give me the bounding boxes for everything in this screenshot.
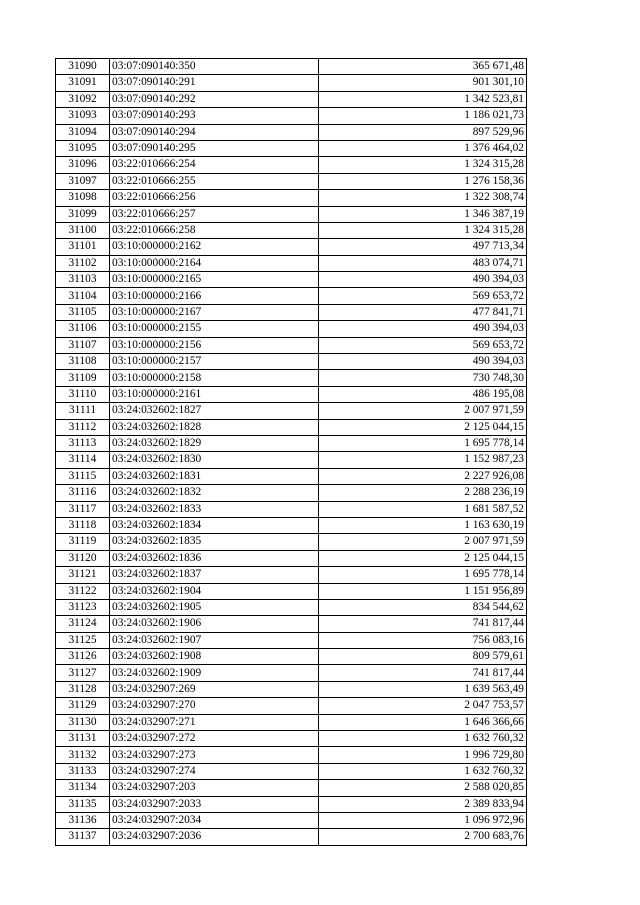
table-body: [56, 59, 527, 846]
cadastral-number-cell: 03:24:032602:1827: [110, 403, 319, 419]
cadastral-number-cell: 03:24:032907:2034: [110, 812, 319, 828]
table-row: [56, 140, 527, 156]
value-cell: 1 186 021,73: [319, 108, 527, 124]
row-number-cell: 31118: [56, 517, 110, 533]
cadastral-number-cell: 03:24:032907:274: [110, 763, 319, 779]
cadastral-number-cell: 03:24:032602:1833: [110, 501, 319, 517]
value-cell: 1 324 315,28: [319, 157, 527, 173]
value-cell: 2 227 926,08: [319, 468, 527, 484]
table-row: [56, 517, 527, 533]
value-cell: 1 681 587,52: [319, 501, 527, 517]
value-cell: 1 695 778,14: [319, 435, 527, 451]
row-number-cell: 31121: [56, 567, 110, 583]
cadastral-number-cell: 03:24:032602:1829: [110, 435, 319, 451]
table-row: [56, 747, 527, 763]
value-cell: 1 322 308,74: [319, 190, 527, 206]
row-number-cell: 31130: [56, 714, 110, 730]
row-number-cell: 31090: [56, 59, 110, 75]
row-number-cell: 31105: [56, 304, 110, 320]
value-cell: 901 301,10: [319, 75, 527, 91]
value-cell: 365 671,48: [319, 59, 527, 75]
value-cell: 1 151 956,89: [319, 583, 527, 599]
value-cell: 497 713,34: [319, 239, 527, 255]
value-cell: 2 125 044,15: [319, 550, 527, 566]
cadastral-number-cell: 03:22:010666:256: [110, 190, 319, 206]
cadastral-number-cell: 03:24:032907:2036: [110, 829, 319, 845]
table-row: [56, 435, 527, 451]
value-cell: 490 394,03: [319, 272, 527, 288]
table-row: [56, 222, 527, 238]
value-cell: 2 007 971,59: [319, 534, 527, 550]
table-row: [56, 665, 527, 681]
table-row: [56, 599, 527, 615]
row-number-cell: 31127: [56, 665, 110, 681]
row-number-cell: 31136: [56, 812, 110, 828]
value-cell: 1 996 729,80: [319, 747, 527, 763]
row-number-cell: 31135: [56, 796, 110, 812]
cadastral-number-cell: 03:24:032602:1832: [110, 485, 319, 501]
row-number-cell: 31124: [56, 616, 110, 632]
table-row: [56, 304, 527, 320]
value-cell: 1 639 563,49: [319, 681, 527, 697]
cadastral-number-cell: 03:10:000000:2166: [110, 288, 319, 304]
value-cell: 2 288 236,19: [319, 485, 527, 501]
table-row: [56, 75, 527, 91]
row-number-cell: 31131: [56, 731, 110, 747]
table-row: [56, 239, 527, 255]
cadastral-number-cell: 03:10:000000:2167: [110, 304, 319, 320]
row-number-cell: 31114: [56, 452, 110, 468]
value-cell: 2 700 683,76: [319, 829, 527, 845]
table-row: [56, 190, 527, 206]
table-row: [56, 796, 527, 812]
row-number-cell: 31123: [56, 599, 110, 615]
row-number-cell: 31120: [56, 550, 110, 566]
cadastral-number-cell: 03:07:090140:293: [110, 108, 319, 124]
table-row: [56, 681, 527, 697]
row-number-cell: 31117: [56, 501, 110, 517]
value-cell: 2 047 753,57: [319, 698, 527, 714]
cadastral-number-cell: 03:10:000000:2165: [110, 272, 319, 288]
table-row: [56, 157, 527, 173]
cadastral-number-cell: 03:10:000000:2162: [110, 239, 319, 255]
cadastral-number-cell: 03:10:000000:2156: [110, 337, 319, 353]
value-cell: 569 653,72: [319, 337, 527, 353]
value-cell: 2 389 833,94: [319, 796, 527, 812]
row-number-cell: 31103: [56, 272, 110, 288]
value-cell: 1 632 760,32: [319, 731, 527, 747]
cadastral-number-cell: 03:24:032602:1831: [110, 468, 319, 484]
value-cell: 741 817,44: [319, 616, 527, 632]
table-row: [56, 731, 527, 747]
cadastral-number-cell: 03:24:032602:1907: [110, 632, 319, 648]
row-number-cell: 31122: [56, 583, 110, 599]
table-row: [56, 403, 527, 419]
cadastral-number-cell: 03:10:000000:2164: [110, 255, 319, 271]
value-cell: 897 529,96: [319, 124, 527, 140]
table-row: [56, 698, 527, 714]
value-cell: 490 394,03: [319, 321, 527, 337]
cadastral-value-table: [55, 58, 527, 846]
cadastral-number-cell: 03:24:032602:1834: [110, 517, 319, 533]
value-cell: 2 125 044,15: [319, 419, 527, 435]
cadastral-number-cell: 03:07:090140:295: [110, 140, 319, 156]
row-number-cell: 31111: [56, 403, 110, 419]
row-number-cell: 31137: [56, 829, 110, 845]
value-cell: 2 588 020,85: [319, 780, 527, 796]
cadastral-number-cell: 03:24:032907:271: [110, 714, 319, 730]
row-number-cell: 31098: [56, 190, 110, 206]
row-number-cell: 31112: [56, 419, 110, 435]
value-cell: 1 152 987,23: [319, 452, 527, 468]
row-number-cell: 31110: [56, 386, 110, 402]
value-cell: 756 083,16: [319, 632, 527, 648]
value-cell: 1 646 366,66: [319, 714, 527, 730]
value-cell: 1 324 315,28: [319, 222, 527, 238]
cadastral-number-cell: 03:10:000000:2158: [110, 370, 319, 386]
cadastral-number-cell: 03:24:032602:1909: [110, 665, 319, 681]
cadastral-number-cell: 03:10:000000:2155: [110, 321, 319, 337]
value-cell: 483 074,71: [319, 255, 527, 271]
table-row: [56, 812, 527, 828]
row-number-cell: 31116: [56, 485, 110, 501]
cadastral-number-cell: 03:24:032907:203: [110, 780, 319, 796]
table-row: [56, 829, 527, 845]
row-number-cell: 31104: [56, 288, 110, 304]
table-row: [56, 354, 527, 370]
table-row: [56, 567, 527, 583]
cadastral-number-cell: 03:24:032602:1837: [110, 567, 319, 583]
cadastral-number-cell: 03:22:010666:254: [110, 157, 319, 173]
row-number-cell: 31126: [56, 649, 110, 665]
cadastral-number-cell: 03:24:032602:1835: [110, 534, 319, 550]
value-cell: 1 342 523,81: [319, 91, 527, 107]
cadastral-number-cell: 03:24:032602:1830: [110, 452, 319, 468]
table-row: [56, 206, 527, 222]
row-number-cell: 31128: [56, 681, 110, 697]
table-row: [56, 108, 527, 124]
value-cell: 1 096 972,96: [319, 812, 527, 828]
cadastral-number-cell: 03:10:000000:2157: [110, 354, 319, 370]
cadastral-number-cell: 03:24:032907:270: [110, 698, 319, 714]
table-row: [56, 59, 527, 75]
table-row: [56, 780, 527, 796]
value-cell: 1 163 630,19: [319, 517, 527, 533]
table-row: [56, 288, 527, 304]
table-row: [56, 714, 527, 730]
value-cell: 1 276 158,36: [319, 173, 527, 189]
row-number-cell: 31106: [56, 321, 110, 337]
row-number-cell: 31094: [56, 124, 110, 140]
row-number-cell: 31113: [56, 435, 110, 451]
table-row: [56, 255, 527, 271]
row-number-cell: 31096: [56, 157, 110, 173]
row-number-cell: 31095: [56, 140, 110, 156]
table-row: [56, 124, 527, 140]
row-number-cell: 31092: [56, 91, 110, 107]
cadastral-number-cell: 03:07:090140:350: [110, 59, 319, 75]
row-number-cell: 31109: [56, 370, 110, 386]
row-number-cell: 31107: [56, 337, 110, 353]
table-row: [56, 272, 527, 288]
value-cell: 834 544,62: [319, 599, 527, 615]
table-row: [56, 534, 527, 550]
value-cell: 2 007 971,59: [319, 403, 527, 419]
table-row: [56, 386, 527, 402]
table-row: [56, 649, 527, 665]
table-row: [56, 468, 527, 484]
cadastral-number-cell: 03:24:032907:269: [110, 681, 319, 697]
table-row: [56, 485, 527, 501]
row-number-cell: 31097: [56, 173, 110, 189]
row-number-cell: 31132: [56, 747, 110, 763]
table-row: [56, 173, 527, 189]
table-row: [56, 583, 527, 599]
value-cell: 1 695 778,14: [319, 567, 527, 583]
table-row: [56, 763, 527, 779]
row-number-cell: 31125: [56, 632, 110, 648]
table-row: [56, 616, 527, 632]
table-row: [56, 501, 527, 517]
value-cell: 1 632 760,32: [319, 763, 527, 779]
row-number-cell: 31091: [56, 75, 110, 91]
row-number-cell: 31101: [56, 239, 110, 255]
cadastral-number-cell: 03:07:090140:294: [110, 124, 319, 140]
cadastral-number-cell: 03:22:010666:257: [110, 206, 319, 222]
row-number-cell: 31129: [56, 698, 110, 714]
table-row: [56, 370, 527, 386]
cadastral-number-cell: 03:24:032602:1908: [110, 649, 319, 665]
value-cell: 1 376 464,02: [319, 140, 527, 156]
cadastral-number-cell: 03:07:090140:291: [110, 75, 319, 91]
row-number-cell: 31102: [56, 255, 110, 271]
row-number-cell: 31119: [56, 534, 110, 550]
cadastral-number-cell: 03:24:032602:1905: [110, 599, 319, 615]
value-cell: 730 748,30: [319, 370, 527, 386]
value-cell: 477 841,71: [319, 304, 527, 320]
cadastral-number-cell: 03:24:032602:1904: [110, 583, 319, 599]
cadastral-number-cell: 03:24:032602:1828: [110, 419, 319, 435]
cadastral-number-cell: 03:22:010666:258: [110, 222, 319, 238]
row-number-cell: 31099: [56, 206, 110, 222]
cadastral-number-cell: 03:24:032907:273: [110, 747, 319, 763]
table-row: [56, 337, 527, 353]
row-number-cell: 31100: [56, 222, 110, 238]
cadastral-number-cell: 03:07:090140:292: [110, 91, 319, 107]
table-row: [56, 452, 527, 468]
cadastral-number-cell: 03:24:032907:272: [110, 731, 319, 747]
value-cell: 486 195,08: [319, 386, 527, 402]
row-number-cell: 31108: [56, 354, 110, 370]
value-cell: 1 346 387,19: [319, 206, 527, 222]
row-number-cell: 31115: [56, 468, 110, 484]
table-row: [56, 550, 527, 566]
table-row: [56, 632, 527, 648]
value-cell: 490 394,03: [319, 354, 527, 370]
value-cell: 741 817,44: [319, 665, 527, 681]
value-cell: 569 653,72: [319, 288, 527, 304]
table-row: [56, 321, 527, 337]
table-row: [56, 91, 527, 107]
cadastral-number-cell: 03:10:000000:2161: [110, 386, 319, 402]
table-row: [56, 419, 527, 435]
cadastral-number-cell: 03:24:032602:1906: [110, 616, 319, 632]
cadastral-number-cell: 03:24:032602:1836: [110, 550, 319, 566]
row-number-cell: 31133: [56, 763, 110, 779]
cadastral-number-cell: 03:22:010666:255: [110, 173, 319, 189]
row-number-cell: 31134: [56, 780, 110, 796]
row-number-cell: 31093: [56, 108, 110, 124]
cadastral-number-cell: 03:24:032907:2033: [110, 796, 319, 812]
value-cell: 809 579,61: [319, 649, 527, 665]
